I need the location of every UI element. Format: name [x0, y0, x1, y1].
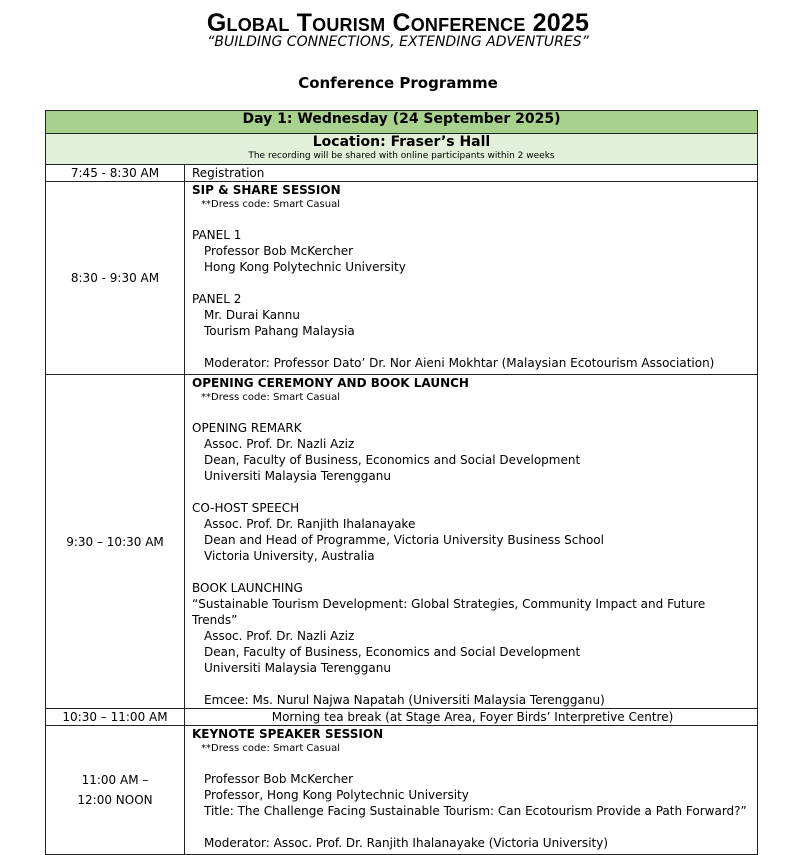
table-row: [46, 709, 758, 726]
table-row: [46, 375, 758, 709]
registration-label: Registration: [192, 166, 265, 180]
talk-title: Title: The Challenge Facing Sustainable Tourism: Can Ecotourism Provide a Path Forward?”: [204, 804, 747, 818]
table-row: [46, 726, 758, 855]
speaker-name: Assoc. Prof. Dr. Nazli Aziz: [204, 629, 355, 643]
speaker-role: Professor, Hong Kong Polytechnic University: [204, 788, 469, 802]
emcee: Emcee: Ms. Nurul Najwa Napatah (Universiti Malaysia Terengganu): [204, 693, 605, 707]
location-cell: [46, 134, 758, 165]
speaker-org: Universiti Malaysia Terengganu: [204, 469, 391, 483]
speaker-name: Professor Bob McKercher: [204, 772, 354, 786]
programme-heading: Conference Programme: [298, 74, 498, 92]
day-header-row: [46, 111, 758, 134]
speaker-name: Assoc. Prof. Dr. Ranjith Ihalanayake: [204, 517, 416, 531]
conference-subtitle: “BUILDING CONNECTIONS, EXTENDING ADVENTURES”: [207, 34, 589, 50]
segment-label: BOOK LAUNCHING: [192, 581, 303, 595]
document-header: [0, 8, 796, 49]
time-cell: [46, 726, 185, 855]
moderator: Moderator: Assoc. Prof. Dr. Ranjith Ihalanayake (Victoria University): [204, 836, 609, 850]
panel-label: PANEL 2: [192, 292, 242, 306]
location-note: The recording will be shared with online participants within 2 weeks: [248, 151, 555, 161]
table-row: [46, 165, 758, 182]
speaker-role: Dean and Head of Programme, Victoria University Business School: [204, 533, 604, 547]
conference-title: Global Tourism Conference 2025: [206, 9, 590, 37]
speaker-name: Professor Bob McKercher: [204, 244, 354, 258]
speaker-org: Tourism Pahang Malaysia: [204, 324, 355, 338]
time-end: 12:00 NOON: [77, 793, 153, 807]
session-cell: [185, 709, 758, 726]
segment-label: OPENING REMARK: [192, 421, 302, 435]
time-cell: 9:30 – 10:30 AM: [46, 375, 185, 709]
speaker-name: Mr. Durai Kannu: [204, 308, 300, 322]
session-title: KEYNOTE SPEAKER SESSION: [192, 727, 384, 741]
time-start: 11:00 AM –: [81, 773, 149, 787]
session-title: SIP & SHARE SESSION: [192, 183, 341, 197]
day-header: Day 1: Wednesday (24 September 2025): [46, 111, 758, 134]
speaker-org: Victoria University, Australia: [204, 549, 375, 563]
speaker-name: Assoc. Prof. Dr. Nazli Aziz: [204, 437, 355, 451]
dress-code: **Dress code: Smart Casual: [201, 743, 340, 754]
panel-label: PANEL 1: [192, 228, 242, 242]
speaker-role: Dean, Faculty of Business, Economics and Social Development: [204, 453, 581, 467]
tea-break-label: Morning tea break (at Stage Area, Foyer Birds’ Interpretive Centre): [271, 710, 674, 724]
location-title: Location: Fraser’s Hall: [312, 134, 491, 150]
time-cell: 10:30 – 11:00 AM: [46, 709, 185, 726]
session-title: OPENING CEREMONY AND BOOK LAUNCH: [192, 376, 469, 390]
location-row: [46, 134, 758, 165]
time-cell: 8:30 - 9:30 AM: [46, 182, 185, 375]
speaker-org: Hong Kong Polytechnic University: [204, 260, 406, 274]
speaker-role: Dean, Faculty of Business, Economics and Social Development: [204, 645, 581, 659]
session-cell: [185, 165, 758, 182]
speaker-org: Universiti Malaysia Terengganu: [204, 661, 391, 675]
dress-code: **Dress code: Smart Casual: [201, 199, 340, 210]
session-cell: [185, 375, 758, 709]
session-cell: [185, 182, 758, 375]
moderator: Moderator: Professor Dato’ Dr. Nor Aieni Mokhtar (Malaysian Ecotourism Association): [204, 356, 715, 370]
session-cell: [185, 726, 758, 855]
dress-code: **Dress code: Smart Casual: [201, 392, 340, 403]
table-row: [46, 182, 758, 375]
segment-label: CO-HOST SPEECH: [192, 501, 300, 515]
schedule-table: [45, 110, 758, 855]
time-cell: 7:45 - 8:30 AM: [46, 165, 185, 182]
book-title: “Sustainable Tourism Development: Global Strategies, Community Impact and Future Trends”: [192, 597, 706, 627]
